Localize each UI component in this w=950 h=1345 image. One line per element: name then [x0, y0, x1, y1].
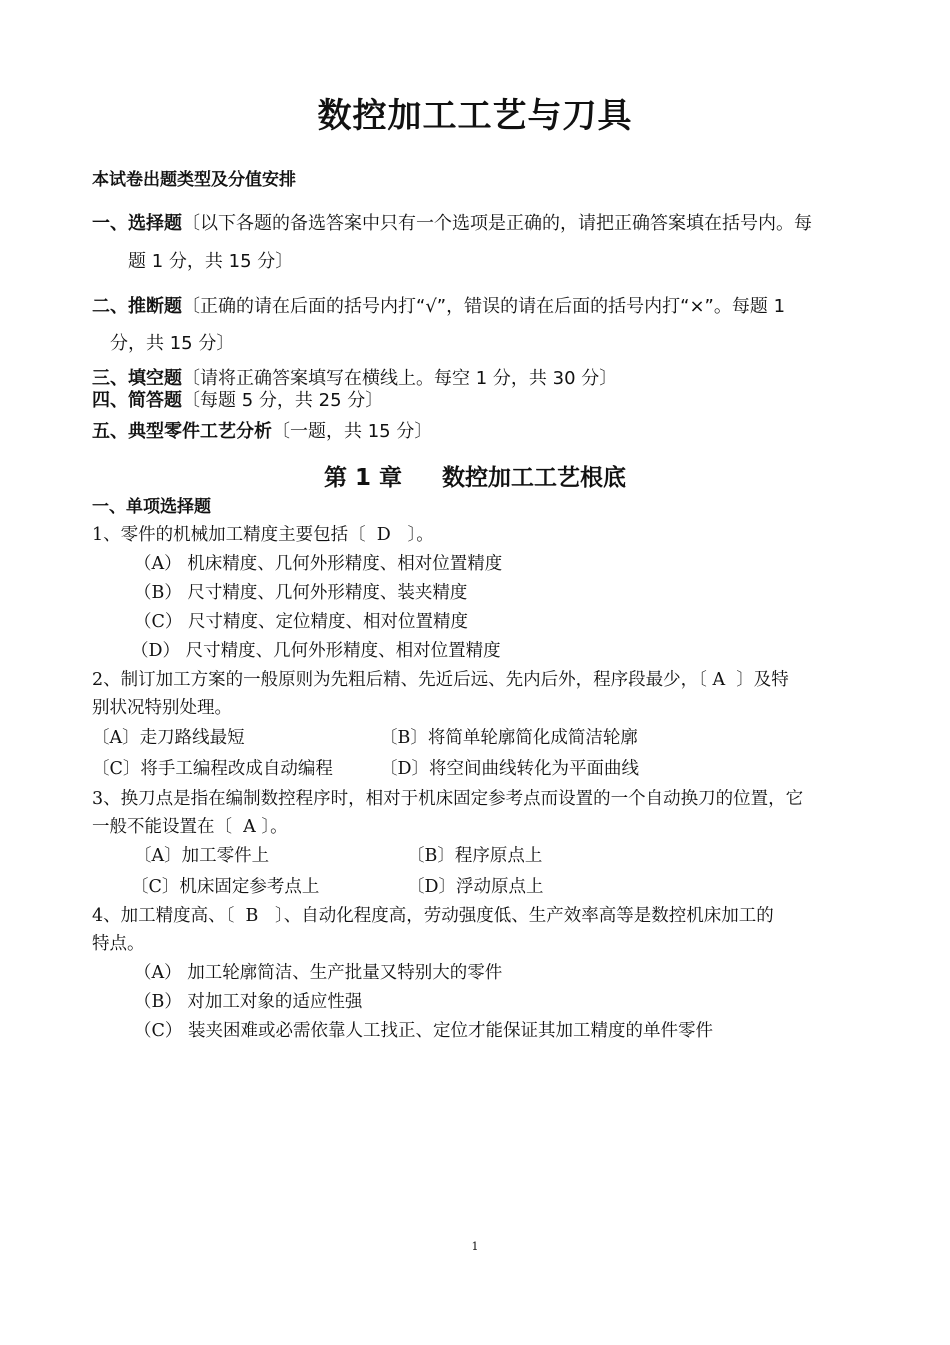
section-1	[92, 209, 812, 235]
question-2-option-d: 〔D〕将空间曲线转化为平面曲线	[380, 759, 640, 779]
question-1-option-b: （B） 尺寸精度、几何外形精度、装夹精度	[134, 583, 468, 603]
question-2-stem-cont: 别状况特别处理。	[92, 698, 232, 718]
question-3-option-b: 〔B〕程序原点上	[407, 846, 543, 866]
question-4-stem-cont: 特点。	[92, 934, 145, 954]
part-heading: 一、单项选择题	[92, 497, 211, 517]
section-4-label: 四、简答题	[92, 390, 182, 411]
question-2-option-a: 〔A〕走刀路线最短	[92, 728, 245, 748]
question-4-option-a: （A） 加工轮廓简洁、生产批量又特别大的零件	[134, 963, 503, 983]
intro-heading: 本试卷出题类型及分值安排	[92, 170, 296, 190]
question-3-stem-cont: 一般不能设置在〔 A 〕。	[92, 817, 288, 837]
section-2-desc: 〔正确的请在后面的括号内打“√”，错误的请在后面的括号内打“×”。每题 1	[182, 296, 786, 317]
section-3-desc: 〔请将正确答案填写在横线上。每空 1 分，共 30 分〕	[182, 368, 618, 389]
page-number: 1	[471, 1240, 479, 1253]
question-4-option-c: （C） 装夹困难或必需依靠人工找正、定位才能保证其加工精度的单件零件	[134, 1021, 713, 1041]
question-3-stem: 3、换刀点是指在编制数控程序时，相对于机床固定参考点而设置的一个自动换刀的位置，它	[92, 789, 804, 809]
section-1-desc: 〔以下各题的备选答案中只有一个选项是正确的，请把正确答案填在括号内。每	[182, 213, 812, 234]
section-5	[92, 417, 432, 443]
question-3-option-d: 〔D〕浮动原点上	[407, 877, 544, 897]
chapter-title: 第 1 章 数控加工工艺根底	[323, 465, 627, 491]
question-1-option-a: （A） 机床精度、几何外形精度、相对位置精度	[134, 554, 503, 574]
question-3-option-a: 〔A〕加工零件上	[134, 846, 270, 866]
section-5-label: 五、典型零件工艺分析	[92, 421, 272, 442]
section-4	[92, 386, 383, 412]
question-2-option-b: 〔B〕将简单轮廓简化成简洁轮廓	[380, 728, 638, 748]
question-4-option-b: （B） 对加工对象的适应性强	[134, 992, 363, 1012]
question-1-option-c: （C） 尺寸精度、定位精度、相对位置精度	[134, 612, 468, 632]
section-3-label: 三、填空题	[92, 368, 182, 389]
question-1-stem: 1、零件的机械加工精度主要包括〔 D 〕。	[92, 525, 434, 545]
question-2-option-c: 〔C〕将手工编程改成自动编程	[92, 759, 333, 779]
question-2-stem: 2、制订加工方案的一般原则为先粗后精、先近后远、先内后外，程序段最少，〔 A 〕及特	[92, 670, 789, 690]
question-3-option-c: 〔C〕机床固定参考点上	[131, 877, 320, 897]
question-1-option-d: （D） 尺寸精度、几何外形精度、相对位置精度	[131, 641, 501, 661]
question-4-stem: 4、加工精度高、〔 B 〕、自动化程度高，劳动强度低、生产效率高等是数控机床加工的	[92, 906, 774, 926]
section-2	[92, 292, 785, 318]
section-1-label: 一、选择题	[92, 213, 182, 234]
document-title: 数控加工工艺与刀具	[317, 96, 633, 136]
section-5-desc: 〔一题，共 15 分〕	[272, 421, 433, 442]
section-1-desc-cont: 题 1 分，共 15 分〕	[128, 251, 294, 272]
section-2-desc-cont: 分，共 15 分〕	[110, 333, 235, 354]
section-2-label: 二、推断题	[92, 296, 182, 317]
section-4-desc: 〔每题 5 分，共 25 分〕	[182, 390, 384, 411]
